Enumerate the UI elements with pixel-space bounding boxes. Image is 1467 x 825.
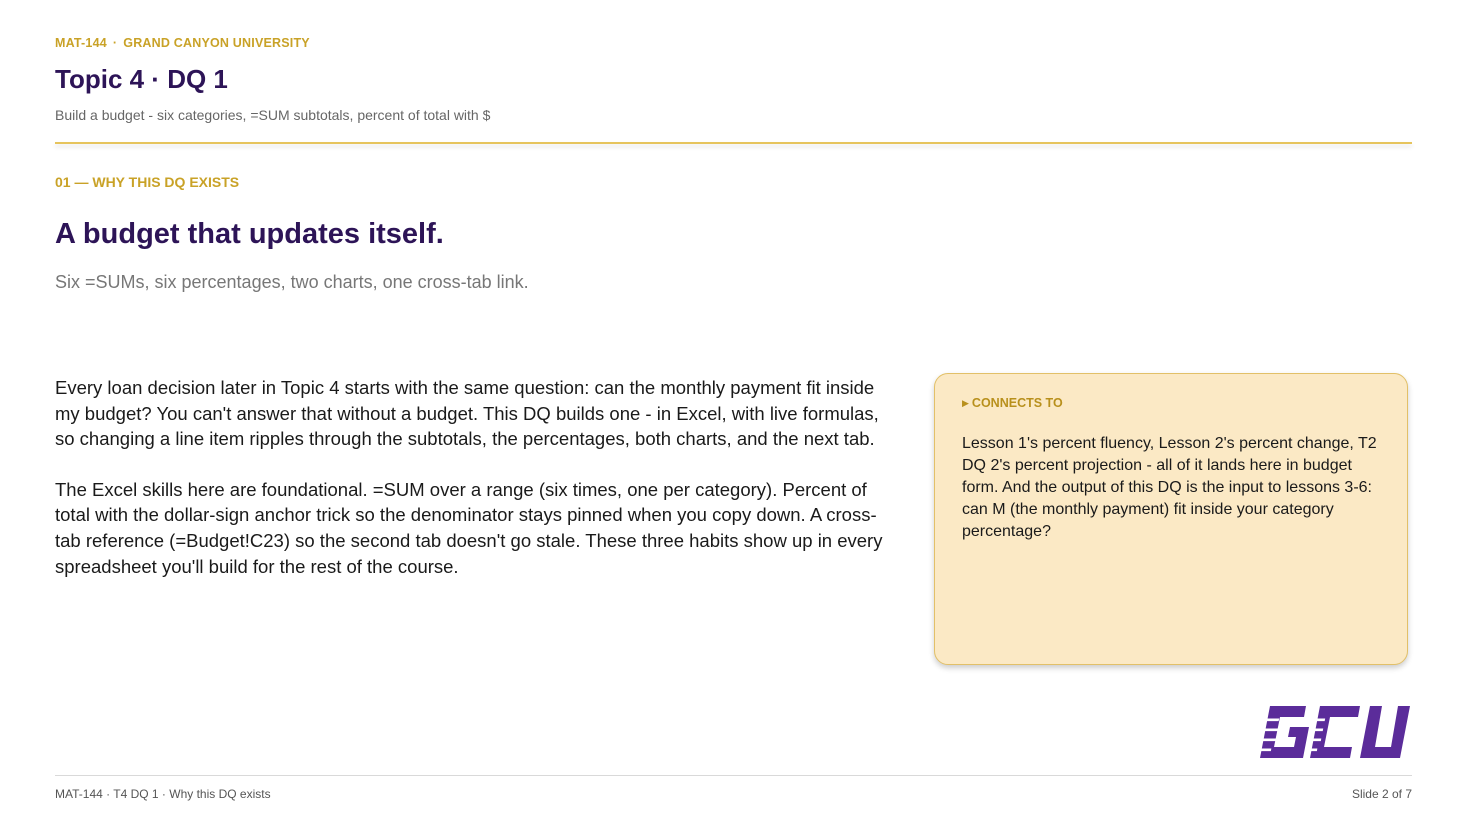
- slide-counter: Slide 2 of 7: [1351, 787, 1412, 801]
- body-content: [55, 375, 893, 604]
- footer-breadcrumb: MAT-144 · T4 DQ 1 · Why this DQ exists: [55, 787, 271, 801]
- course-code: MAT-144: [55, 36, 107, 50]
- section-label: 01 — WHY THIS DQ EXISTS: [55, 174, 240, 190]
- deck-subtitle: Build a budget - six categories, =SUM subtotals, percent of total with $: [55, 107, 491, 123]
- course-eyebrow: [55, 36, 310, 50]
- eyebrow-separator: ·: [112, 36, 118, 50]
- slide-subhead: Six =SUMs, six percentages, two charts, one cross-tab link.: [55, 272, 529, 292]
- deck-title: Topic 4 · DQ 1: [55, 64, 228, 94]
- callout-label-text: CONNECTS TO: [971, 396, 1063, 410]
- connects-to-callout: [934, 373, 1408, 665]
- header-divider: [55, 142, 1412, 144]
- body-paragraph: The Excel skills here are foundational. =SUM over a range (six times, one per category). Percent of total with the dollar-sign anchor trick so the denominator stays pinned when you copy down. A cross-tab reference (=Budget!C23) so the second tab doesn't go stale. These three habits show up in every spreadsheet you'll build for the rest of the course.: [55, 478, 883, 577]
- slide-headline: A budget that updates itself.: [55, 218, 444, 250]
- footer-divider: [55, 775, 1412, 776]
- callout-text: Lesson 1's percent fluency, Lesson 2's percent change, T2 DQ 2's percent projection - all of it lands here in budget form. And the output of this DQ is the input to lessons 3-6: can M (the monthly payment) fit inside your category percentage?: [962, 435, 1377, 540]
- body-paragraph: Every loan decision later in Topic 4 starts with the same question: can the monthly payment fit inside my budget? You can't answer that without a budget. This DQ builds one - in Excel, with live formulas, so changing a line item ripples through the subtotals, the percentages, both charts, and the next tab.: [55, 377, 879, 450]
- callout-label: [962, 396, 1380, 410]
- university-name: GRAND CANYON UNIVERSITY: [123, 36, 310, 50]
- gcu-logo-icon: [1258, 704, 1410, 760]
- triangle-right-icon: ▶: [962, 398, 969, 408]
